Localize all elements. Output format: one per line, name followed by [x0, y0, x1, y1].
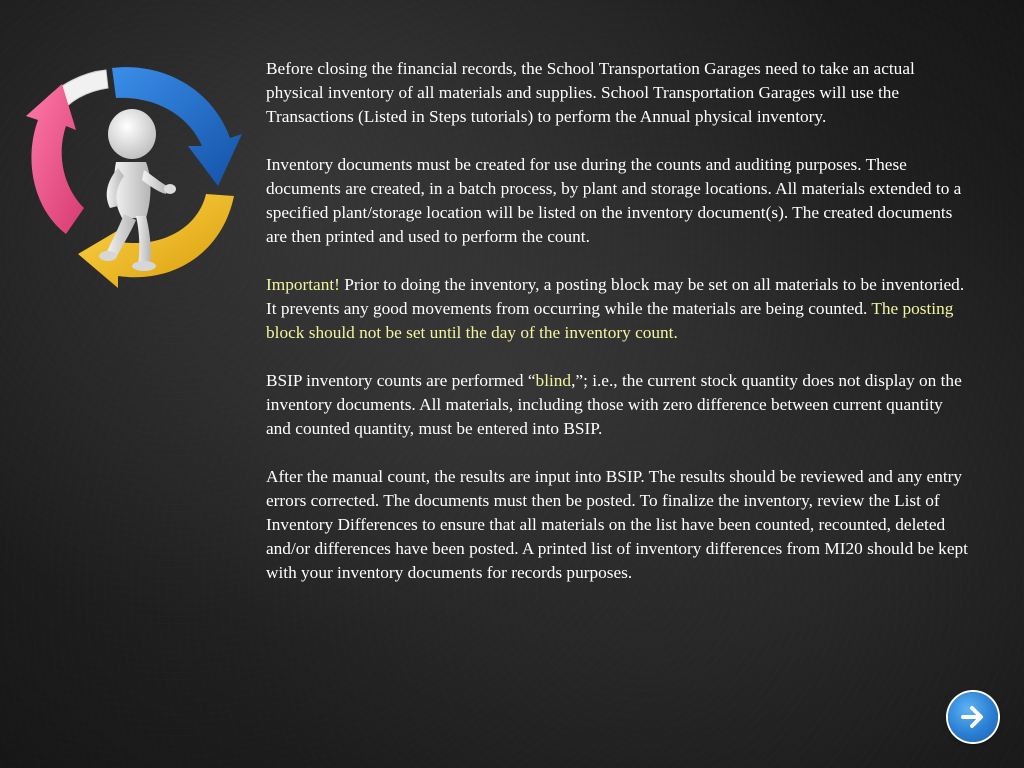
paragraph-manual-count: After the manual count, the results are input into BSIP. The results should be reviewed and any entry errors corrected. The documents must then be posted. To finalize the inventory, review the List of Inventory Differences to ensure that all materials on the list have been counted, recounted, deleted and/or differences have been posted. A printed list of inventory differences from MI20 should be kept with your inventory documents for records purposes. [266, 467, 968, 582]
arrow-right-icon [958, 702, 988, 732]
blind-text-after: ,”; i.e., the current stock quantity does not display on the inventory documents. All materials, including those with zero difference between current quantity and counted quantity, must be entered into BSIP. [266, 371, 962, 438]
blind-text-before: BSIP inventory counts are performed “ [266, 371, 536, 390]
important-label: Important! [266, 275, 340, 294]
slide-text [266, 57, 970, 609]
paragraph-posting-block [266, 273, 970, 345]
posting-block-text: Prior to doing the inventory, a posting block may be set on all materials to be inventoried. It prevents any good movements from occurring while the materials are being counted. [266, 275, 965, 318]
blind-highlight: blind [535, 371, 572, 390]
cycle-arrow-yellow [78, 194, 234, 288]
paragraph-blind-counts [266, 369, 970, 441]
paragraph-inventory-documents: Inventory documents must be created for use during the counts and auditing purposes. These documents are created, in a batch process, by plant and storage locations. All materials extended to a specified plant/storage location will be listed on the inventory document(s). The created documents are then printed and used to perform the count. [266, 155, 962, 246]
next-button[interactable] [948, 692, 998, 742]
posting-block-highlight: The posting block should not be set until the day of the inventory count. [266, 299, 954, 342]
paragraph-intro: Before closing the financial records, the School Transportation Garages need to take an actual physical inventory of all materials and supplies. School Transportation Garages will use the Transactions (Listed in Steps tutorials) to perform the Annual physical inventory. [266, 59, 915, 126]
cycle-figure-icon [22, 58, 248, 290]
cycle-arrow-pink [26, 84, 84, 234]
